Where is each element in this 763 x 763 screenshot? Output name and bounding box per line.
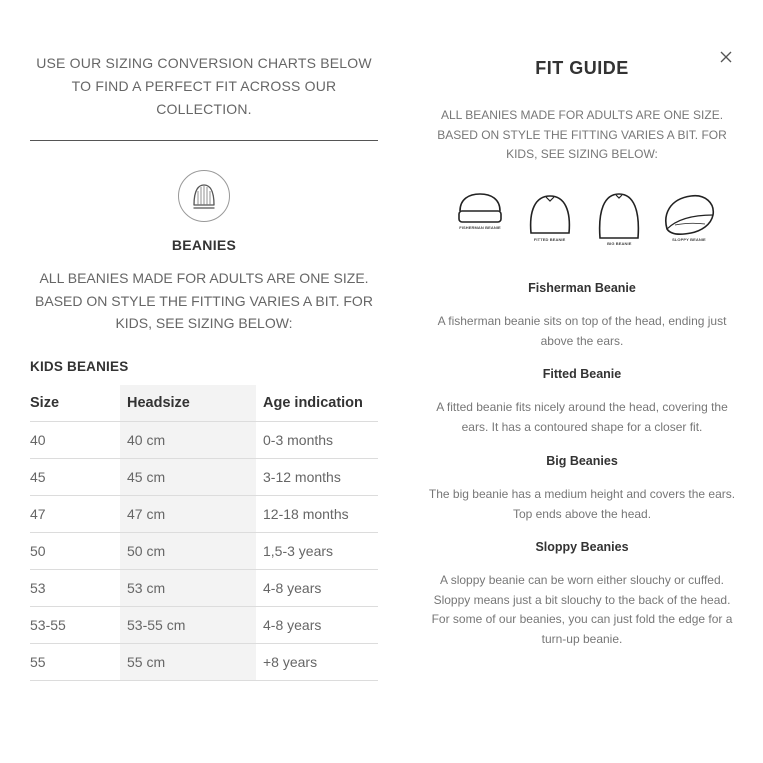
cell-size: 53 xyxy=(30,569,120,606)
fitted-beanie-description: A fitted beanie fits nicely around the head, covering the ears. It has a contoured shape for a closer fit. xyxy=(436,400,728,434)
sloppy-beanies-title: Sloppy Beanies xyxy=(535,540,629,554)
cell-headsize: 53-55 cm xyxy=(120,606,256,643)
big-caption: BIG BEANIE xyxy=(607,240,632,246)
sloppy-beanie-illustration xyxy=(661,191,717,247)
fisherman-caption: FISHERMAN BEANIE xyxy=(459,224,501,230)
beanie-illustrations xyxy=(425,191,739,247)
cell-size: 55 xyxy=(30,643,120,680)
sloppy-beanies-description: A sloppy beanie can be worn either slouchy or cuffed. Sloppy means just a bit slouchy to the back of the head. For some of our beanies, you can just fold the edge for a turn-up beanie. xyxy=(431,573,733,646)
cell-size: 40 xyxy=(30,421,120,458)
table-row xyxy=(30,421,378,458)
big-beanies-title: Big Beanies xyxy=(546,454,618,468)
table-header-row xyxy=(30,385,378,422)
cell-age: 4-8 years xyxy=(256,606,378,643)
table-row xyxy=(30,458,378,495)
fitted-beanie-illustration xyxy=(522,191,578,247)
cell-size: 50 xyxy=(30,532,120,569)
table-row xyxy=(30,532,378,569)
sloppy-beanie-icon xyxy=(661,191,717,237)
column-header-size: Size xyxy=(30,385,120,422)
cell-age: +8 years xyxy=(256,643,378,680)
big-beanie-illustration xyxy=(591,191,647,247)
fitted-caption: FITTED BEANIE xyxy=(533,236,566,242)
cell-age: 0-3 months xyxy=(256,421,378,458)
beanies-title: BEANIES xyxy=(171,237,237,253)
fitted-beanie-title: Fitted Beanie xyxy=(542,367,622,381)
column-header-headsize: Headsize xyxy=(120,385,256,422)
fit-guide-description: ALL BEANIES MADE FOR ADULTS ARE ONE SIZE. BASED ON STYLE THE FITTING VARIES A BIT. FOR KIDS, SEE SIZING BELOW: xyxy=(437,108,727,161)
kids-beanies-title: KIDS BEANIES xyxy=(30,358,129,374)
column-header-age: Age indication xyxy=(256,385,378,422)
fisherman-beanie-description: A fisherman beanie sits on top of the head, ending just above the ears. xyxy=(437,314,727,348)
fit-guide-panel xyxy=(425,0,739,649)
cell-age: 1,5-3 years xyxy=(256,532,378,569)
cell-size: 53-55 xyxy=(30,606,120,643)
table-row xyxy=(30,643,378,680)
cell-age: 3-12 months xyxy=(256,458,378,495)
sizing-panel xyxy=(30,0,378,681)
fisherman-beanie-title: Fisherman Beanie xyxy=(528,281,636,295)
table-row xyxy=(30,495,378,532)
fit-guide-title: FIT GUIDE xyxy=(535,58,629,78)
cell-age: 4-8 years xyxy=(256,569,378,606)
table-row xyxy=(30,569,378,606)
cell-headsize: 40 cm xyxy=(120,421,256,458)
divider xyxy=(30,140,378,141)
fisherman-beanie-icon xyxy=(457,191,503,225)
big-beanie-icon xyxy=(596,191,642,241)
cell-size: 47 xyxy=(30,495,120,532)
fisherman-beanie-illustration xyxy=(452,191,508,247)
big-beanies-description: The big beanie has a medium height and covers the ears. Top ends above the head. xyxy=(428,487,736,521)
cell-age: 12-18 months xyxy=(256,495,378,532)
beanies-description: ALL BEANIES MADE FOR ADULTS ARE ONE SIZE. BASED ON STYLE THE FITTING VARIES A BIT. FOR KIDS, SEE SIZING BELOW: xyxy=(35,270,373,331)
cell-headsize: 45 cm xyxy=(120,458,256,495)
kids-size-table xyxy=(30,385,378,681)
cell-headsize: 50 cm xyxy=(120,532,256,569)
fitted-beanie-icon xyxy=(527,191,573,237)
cell-headsize: 47 cm xyxy=(120,495,256,532)
sloppy-caption: SLOPPY BEANIE xyxy=(672,236,706,242)
intro-text: USE OUR SIZING CONVERSION CHARTS BELOW TO FIND A PERFECT FIT ACROSS OUR COLLECTION. xyxy=(36,55,372,117)
cell-size: 45 xyxy=(30,458,120,495)
table-row xyxy=(30,606,378,643)
beanie-icon xyxy=(178,170,230,222)
cell-headsize: 55 cm xyxy=(120,643,256,680)
cell-headsize: 53 cm xyxy=(120,569,256,606)
